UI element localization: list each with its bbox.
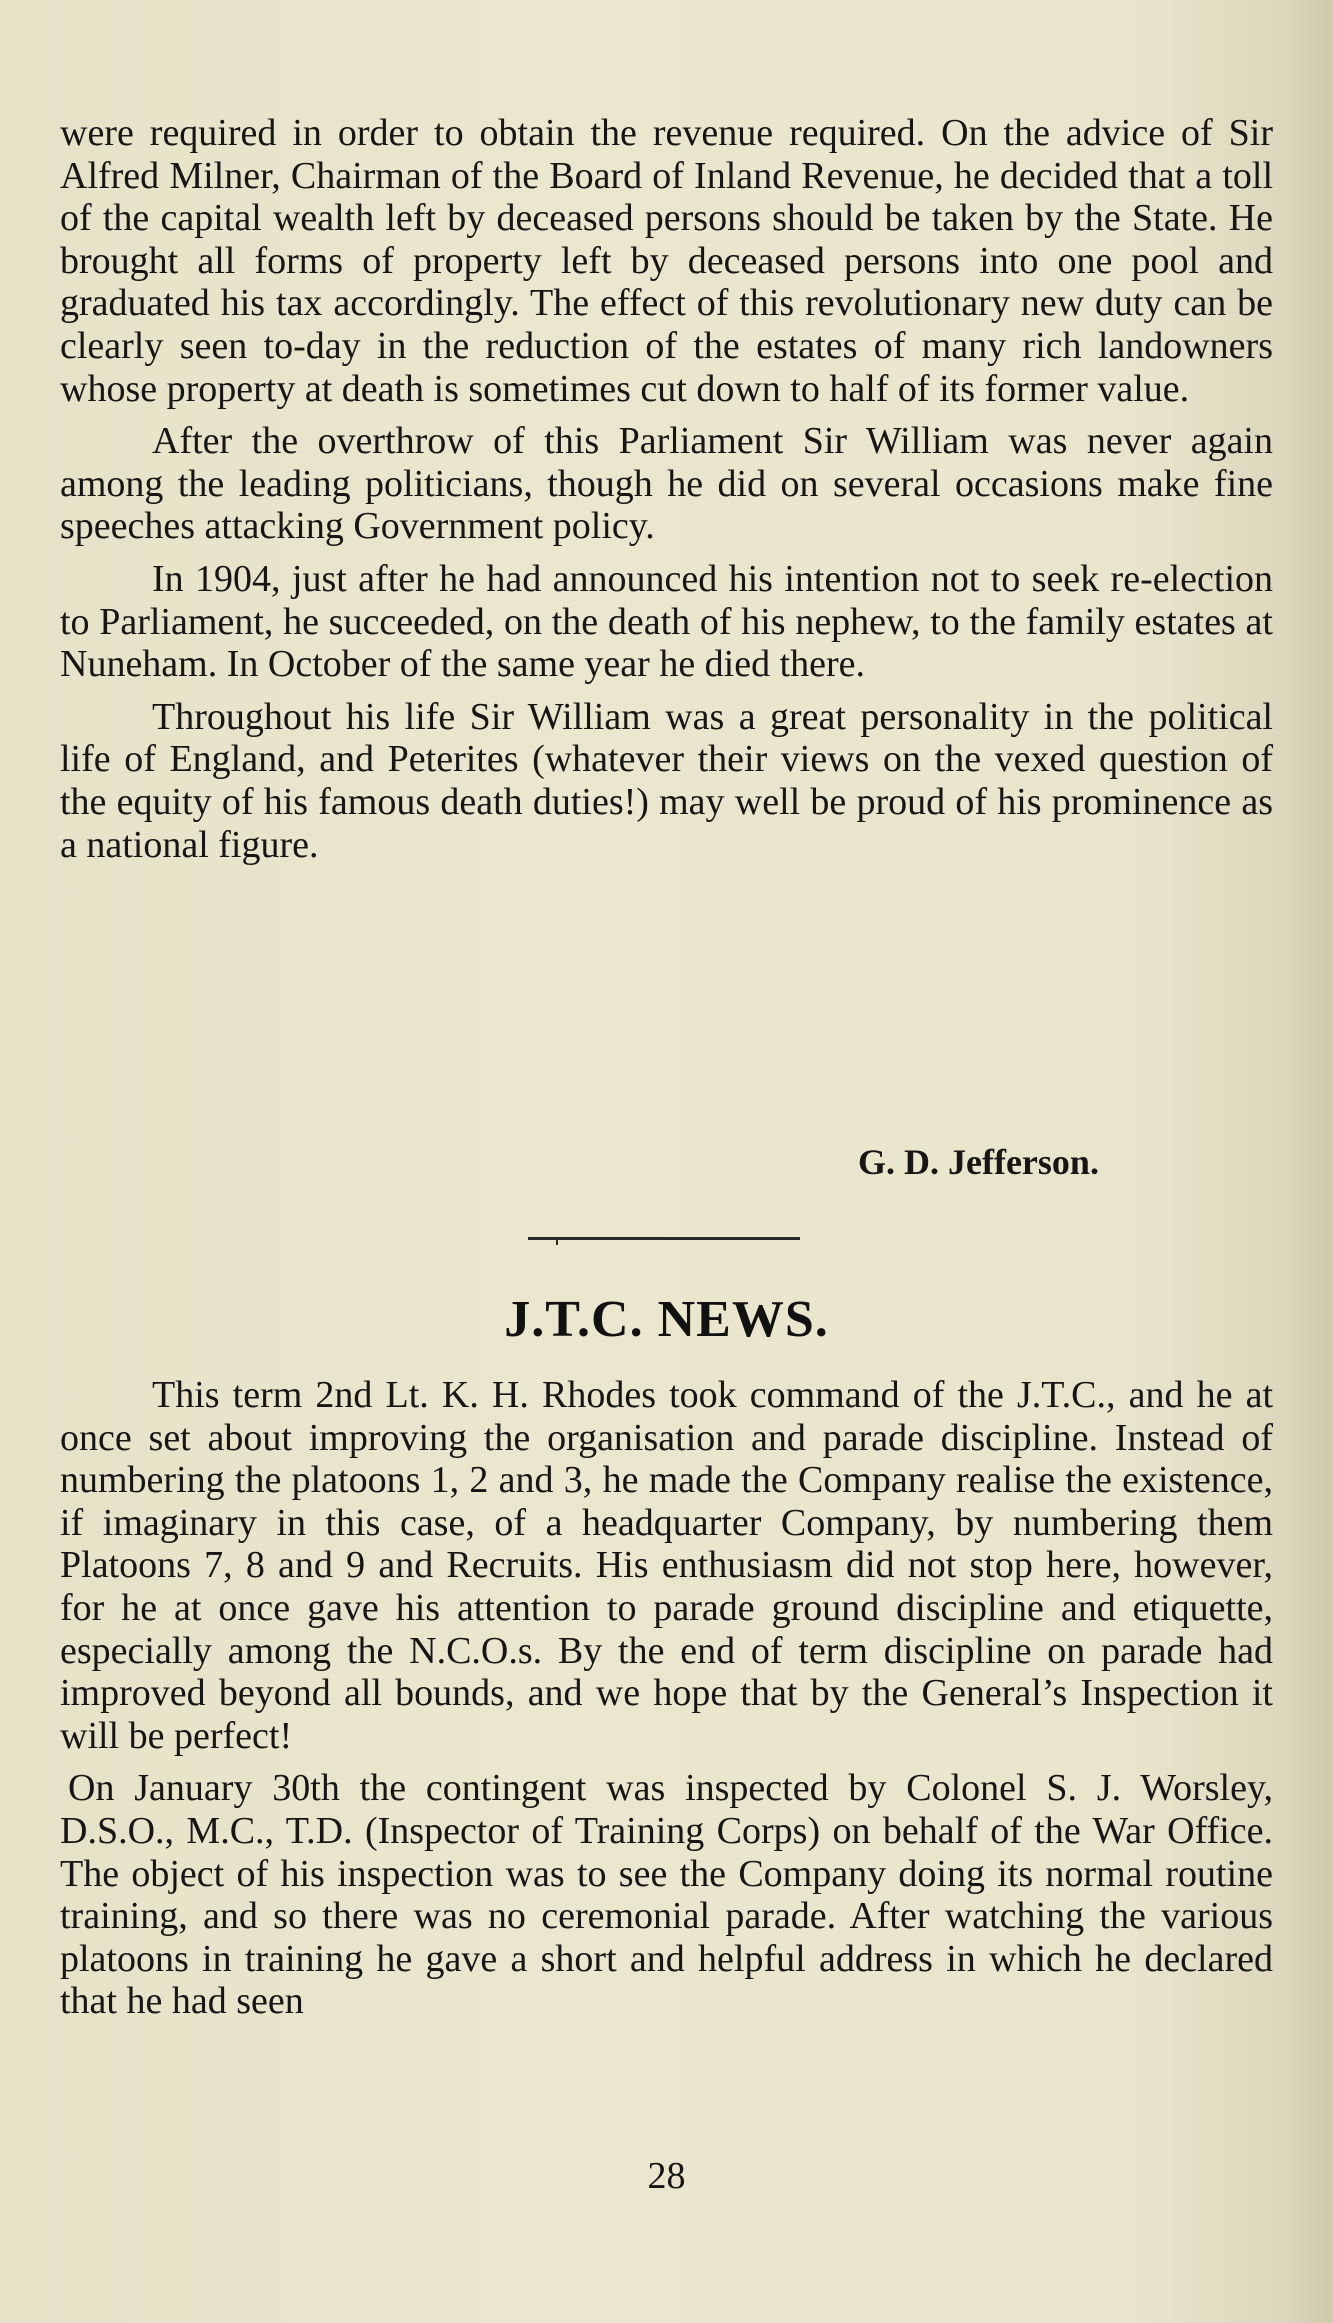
article-text <box>60 112 1273 866</box>
article-paragraph-1: were required in order to obtain the revenue required. On the advice of Sir Alfred Milner, Chairman of the Board of Inland Revenue, he decided that a toll of the capital wealth left by deceased persons should be taken by the State. He brought all forms of property left by deceased persons into one pool and graduated his tax accordingly. The effect of this revolutionary new duty can be clearly seen to-day in the reduction of the estates of many rich landowners whose property at death is sometimes cut down to half of its former value. <box>60 112 1273 410</box>
page-number: 28 <box>647 2155 686 2197</box>
section-divider-tick <box>556 1239 558 1245</box>
jtc-news-text <box>60 1374 1273 2023</box>
section-divider <box>528 1237 800 1240</box>
article-paragraph-3: In 1904, just after he had announced his intention not to seek re-election to Parliament, he succeeded, on the death of his nephew, to the family estates at Nuneham. In October of the same year he died there. <box>60 557 1273 686</box>
article-paragraph-2: After the overthrow of this Parliament Sir William was never again among the leading politicians, though he did on several occasions make fine speeches attacking Government policy. <box>60 420 1273 548</box>
article-paragraph-4: Throughout his life Sir William was a great personality in the political life of England, and Peterites (whatever their views on the vexed question of the equity of his famous death duties!) may well be proud of his prominence as a national figure. <box>60 695 1273 866</box>
jtc-paragraph-2: On January 30th the contingent was inspected by Colonel S. J. Worsley, D.S.O., M.C., T.D. (Inspector of Training Corps) on behalf of the War Office. The object of his inspection was to see the Company doing its normal routine training, and so there was no ceremonial parade. After watching the various platoons in training he gave a short and helpful address in which he declared that he had seen <box>60 1767 1273 2023</box>
jtc-paragraph-1: This term 2nd Lt. K. H. Rhodes took command of the J.T.C., and he at once set about improving the organisation and parade discipline. Instead of numbering the platoons 1, 2 and 3, he made the Company realise the existence, if imaginary in this case, of a headquarter Company, by numbering them Platoons 7, 8 and 9 and Recruits. His enthusiasm did not stop here, however, for he at once gave his attention to parade ground discipline and etiquette, especially among the N.C.O.s. By the end of term discipline on parade had improved beyond all bounds, and we hope that by the General’s Inspection it will be perfect! <box>60 1374 1273 1757</box>
author-signature: G. D. Jefferson. <box>858 1142 1099 1182</box>
section-heading: J.T.C. NEWS. <box>504 1291 829 1348</box>
